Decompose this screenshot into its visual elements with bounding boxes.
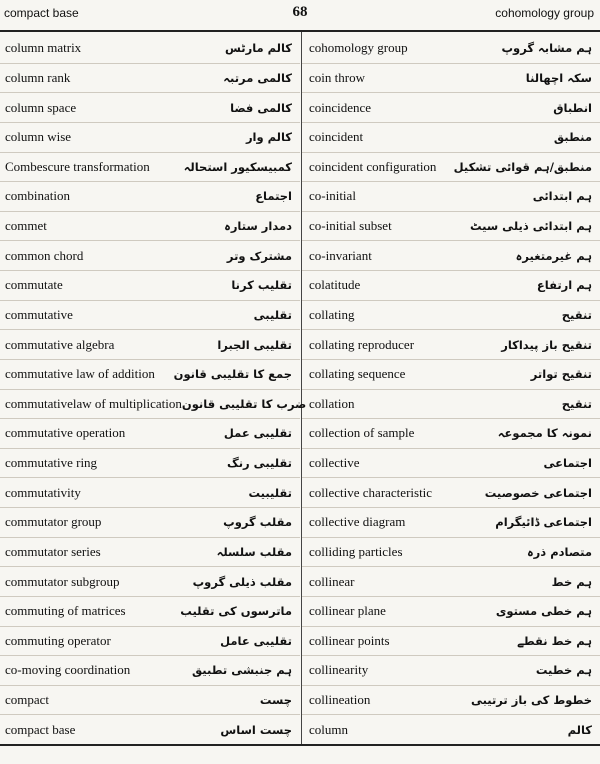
urdu-term: تنقیح	[561, 307, 592, 322]
glossary-row	[302, 478, 600, 508]
english-term: column wise	[5, 129, 72, 145]
urdu-term: تقلیبی	[253, 307, 292, 322]
english-term: collective characteristic	[309, 484, 433, 500]
glossary-row	[0, 34, 300, 64]
glossary-row	[302, 567, 600, 597]
glossary-row	[0, 538, 300, 568]
english-term: commutative ring	[5, 455, 98, 471]
english-term: colliding particles	[309, 543, 403, 559]
glossary-row	[0, 93, 300, 123]
glossary-row	[0, 449, 300, 479]
urdu-term: مقلب سلسلہ	[216, 544, 292, 559]
glossary-row	[302, 449, 600, 479]
header-left-term: compact base	[4, 6, 79, 20]
urdu-term: تنقیح تواتر	[530, 367, 592, 382]
glossary-row	[0, 360, 300, 390]
english-term: collinear	[309, 573, 355, 589]
urdu-term: انطباق	[553, 100, 592, 115]
english-term: coin throw	[309, 69, 365, 85]
english-term: column matrix	[5, 40, 82, 56]
page-number: 68	[292, 4, 308, 20]
glossary-row	[0, 271, 300, 301]
glossary-row	[302, 686, 600, 716]
urdu-term: سکہ اچھالنا	[525, 70, 592, 85]
urdu-term: ہم خطی مستوی	[495, 604, 592, 619]
glossary-row	[302, 123, 600, 153]
glossary-row	[302, 715, 600, 744]
urdu-term: ہم جنبشی تطبیق	[191, 663, 292, 678]
glossary-row	[0, 153, 300, 183]
urdu-term: کالمی فضا	[230, 100, 292, 115]
urdu-term: اجتماع	[255, 189, 292, 204]
english-term: coincidence	[309, 99, 372, 115]
english-term: colatitude	[309, 277, 361, 293]
english-term: commutativelaw of multiplication	[5, 395, 182, 411]
english-term: commutator group	[5, 514, 102, 530]
glossary-row	[302, 538, 600, 568]
english-term: commutativity	[5, 484, 81, 500]
glossary-row	[0, 419, 300, 449]
glossary-row	[302, 656, 600, 686]
urdu-term: کالم وار	[245, 130, 292, 145]
english-term: commutative operation	[5, 425, 126, 441]
english-term: commutator subgroup	[5, 573, 120, 589]
urdu-term: ہم ابتدائی ذیلی سیٹ	[470, 219, 592, 234]
english-term: commutate	[5, 277, 63, 293]
glossary-row	[0, 715, 300, 744]
urdu-term: تقلیبیت	[248, 485, 292, 500]
english-term: commutative	[5, 306, 73, 322]
english-term: commet	[5, 218, 47, 234]
glossary-row	[0, 241, 300, 271]
urdu-term: متصادم ذرہ	[526, 544, 592, 559]
english-term: collection of sample	[309, 425, 415, 441]
english-term: common chord	[5, 247, 84, 263]
english-term: compact base	[5, 721, 76, 737]
glossary-row	[302, 271, 600, 301]
urdu-term: کالم مارٹس	[225, 41, 292, 56]
glossary-row	[302, 627, 600, 657]
urdu-term: چست	[259, 693, 292, 708]
glossary-row	[0, 301, 300, 331]
glossary-row	[0, 478, 300, 508]
glossary-row	[0, 182, 300, 212]
english-term: collating sequence	[309, 366, 406, 382]
english-term: cohomology group	[309, 40, 408, 56]
english-term: coincident	[309, 129, 364, 145]
glossary-row	[302, 153, 600, 183]
english-term: column	[309, 721, 348, 737]
english-term: collinearity	[309, 662, 369, 678]
english-term: compact	[5, 692, 50, 708]
english-term: commutator series	[5, 543, 101, 559]
urdu-term: اجتماعی ڈائیگرام	[495, 515, 592, 530]
glossary-row	[302, 360, 600, 390]
english-term: coincident configuration	[309, 158, 437, 174]
english-term: column rank	[5, 69, 71, 85]
urdu-term: ہم خط نقطے	[517, 633, 592, 648]
glossary-row	[302, 597, 600, 627]
english-term: co-invariant	[309, 247, 372, 263]
urdu-term: کالم	[567, 722, 592, 737]
glossary-row	[0, 330, 300, 360]
urdu-term: ہم ابتدائی	[532, 189, 592, 204]
urdu-term: ہم غیرمتغیرہ	[515, 248, 592, 263]
urdu-term: مقلب گروپ	[223, 515, 292, 530]
urdu-term: کالمی مرتبہ	[223, 70, 292, 85]
urdu-term: تقلیبی رنگ	[226, 456, 292, 471]
glossary-row	[302, 64, 600, 94]
glossary-row	[302, 34, 600, 64]
english-term: co-moving coordination	[5, 662, 131, 678]
page-header	[0, 0, 600, 30]
english-term: combination	[5, 188, 70, 204]
english-term: commutative law of addition	[5, 366, 155, 382]
left-column	[0, 34, 307, 744]
glossary-row	[0, 597, 300, 627]
english-term: collinear plane	[309, 603, 386, 619]
urdu-term: تقلیبی عمل	[223, 426, 292, 441]
urdu-term: تقلیبی عامل	[220, 633, 292, 648]
urdu-term: تقلیبی الجبرا	[217, 337, 292, 352]
glossary-row	[302, 93, 600, 123]
glossary-row	[302, 182, 600, 212]
urdu-term: چست اساس	[220, 722, 292, 737]
english-term: collation	[309, 395, 355, 411]
english-term: collinear points	[309, 632, 390, 648]
urdu-term: اجتماعی خصوصیت	[484, 485, 592, 500]
english-term: collective	[309, 455, 360, 471]
urdu-term: خطوط کی باز ترتیبی	[470, 693, 592, 708]
urdu-term: مشترک وتر	[226, 248, 292, 263]
header-right-term: cohomology group	[495, 6, 594, 20]
glossary-row	[0, 508, 300, 538]
english-term: collating	[309, 306, 355, 322]
glossary-table	[0, 30, 600, 746]
glossary-row	[302, 301, 600, 331]
english-term: Combescure transformation	[5, 158, 150, 174]
urdu-term: دمدار ستارہ	[224, 219, 292, 234]
glossary-row	[302, 419, 600, 449]
urdu-term: جمع کا تقلیبی قانون	[173, 367, 292, 382]
urdu-term: تنقیح باز پیداکار	[501, 337, 592, 352]
glossary-row	[302, 212, 600, 242]
english-term: collineation	[309, 692, 371, 708]
urdu-term: ہم خطیت	[535, 663, 592, 678]
urdu-term: ضرب کا تقلیبی قانون	[181, 396, 307, 411]
english-term: collective diagram	[309, 514, 406, 530]
glossary-row	[0, 123, 300, 153]
urdu-term: ہم مشابہ گروپ	[501, 41, 592, 56]
english-term: collating reproducer	[309, 336, 415, 352]
urdu-term: نمونہ کا مجموعہ	[497, 426, 592, 441]
glossary-row	[302, 390, 600, 420]
glossary-row	[302, 241, 600, 271]
urdu-term: منطبق/ہم قوائی تشکیل	[453, 159, 592, 174]
glossary-row	[0, 656, 300, 686]
glossary-row	[302, 508, 600, 538]
glossary-row	[0, 212, 300, 242]
urdu-term: منطبق	[553, 130, 592, 145]
urdu-term: تقلیب کرنا	[231, 278, 292, 293]
right-column	[302, 34, 600, 744]
urdu-term: مقلب ذیلی گروپ	[192, 574, 292, 589]
english-term: commuting of matrices	[5, 603, 126, 619]
glossary-row	[0, 567, 300, 597]
urdu-term: اجتماعی	[543, 456, 592, 471]
english-term: commuting operator	[5, 632, 111, 648]
glossary-row	[0, 686, 300, 716]
urdu-term: ہم خط	[551, 574, 592, 589]
urdu-term: ہم ارتفاع	[536, 278, 592, 293]
english-term: co-initial	[309, 188, 356, 204]
glossary-row	[0, 390, 307, 420]
urdu-term: تنقیح	[561, 396, 592, 411]
english-term: column space	[5, 99, 77, 115]
english-term: co-initial subset	[309, 218, 392, 234]
urdu-term: ماترسوں کی تقلیب	[180, 604, 292, 619]
english-term: commutative algebra	[5, 336, 115, 352]
glossary-row	[0, 64, 300, 94]
glossary-row	[0, 627, 300, 657]
glossary-row	[302, 330, 600, 360]
urdu-term: کمبیسکیور استحالہ	[183, 159, 292, 174]
